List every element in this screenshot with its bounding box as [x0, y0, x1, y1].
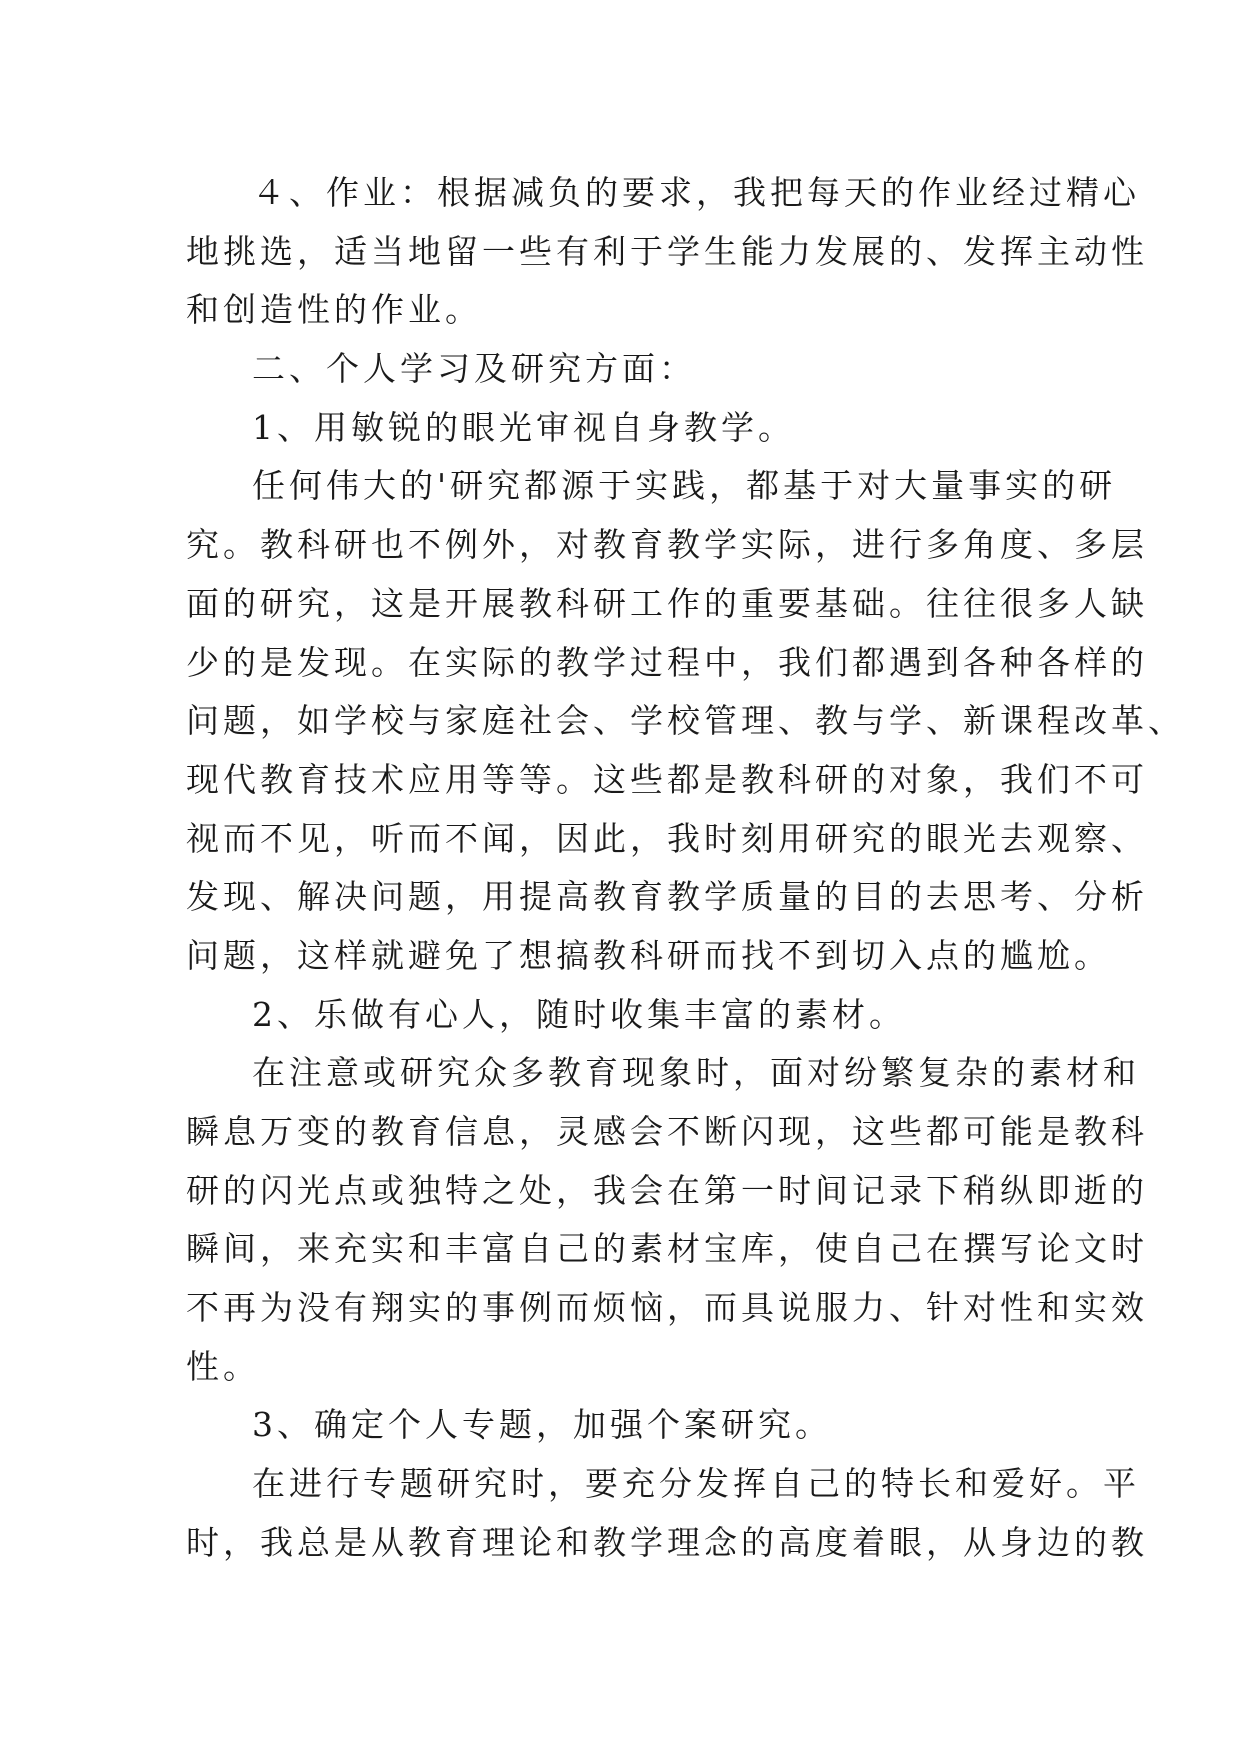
paragraph-line: 研的闪光点或独特之处，我会在第一时间记录下稍纵即逝的	[186, 1170, 1148, 1210]
paragraph-line: 不再为没有翔实的事例而烦恼，而具说服力、针对性和实效	[186, 1288, 1148, 1328]
paragraph-line: 地挑选，适当地留一些有利于学生能力发展的、发挥主动性	[186, 231, 1148, 271]
subsection-heading: 1、用敏锐的眼光审视自身教学。	[252, 407, 795, 447]
paragraph-line: 视而不见，听而不闻，因此，我时刻用研究的眼光去观察、	[186, 818, 1148, 858]
paragraph-line: 少的是发现。在实际的教学过程中，我们都遇到各种各样的	[186, 642, 1148, 682]
paragraph-line: 面的研究，这是开展教科研工作的重要基础。往往很多人缺	[186, 583, 1148, 623]
paragraph-line: 和创造性的作业。	[186, 290, 482, 330]
subsection-heading: 2、乐做有心人，随时收集丰富的素材。	[252, 994, 906, 1034]
paragraph-line: 任何伟大的'研究都源于实践，都基于对大量事实的研	[252, 466, 1117, 506]
paragraph-line: 瞬间，来充实和丰富自己的素材宝库，使自己在撰写论文时	[186, 1229, 1148, 1269]
paragraph-line: 在进行专题研究时，要充分发挥自己的特长和爱好。平	[252, 1464, 1140, 1504]
paragraph-line: 在注意或研究众多教育现象时，面对纷繁复杂的素材和	[252, 1053, 1140, 1093]
subsection-heading: 3、确定个人专题，加强个案研究。	[252, 1405, 832, 1445]
paragraph-line: 究。教科研也不例外，对教育教学实际，进行多角度、多层	[186, 525, 1148, 565]
section-heading: 二、个人学习及研究方面：	[252, 349, 696, 389]
paragraph-line: 性。	[186, 1346, 260, 1386]
paragraph-line: 发现、解决问题，用提高教育教学质量的目的去思考、分析	[186, 877, 1148, 917]
paragraph-line: 问题，如学校与家庭社会、学校管理、教与学、新课程改革、	[186, 701, 1185, 741]
document-body	[186, 164, 1185, 1573]
paragraph-line: 问题，这样就避免了想搞教科研而找不到切入点的尴尬。	[186, 935, 1111, 975]
paragraph-line: 瞬息万变的教育信息，灵感会不断闪现，这些都可能是教科	[186, 1112, 1148, 1151]
paragraph-line: 现代教育技术应用等等。这些都是教科研的对象，我们不可	[186, 759, 1148, 799]
paragraph-line: 时，我总是从教育理论和教学理念的高度着眼，从身边的教	[186, 1522, 1148, 1562]
paragraph-line: ４、作业：根据减负的要求，我把每天的作业经过精心	[252, 173, 1140, 212]
